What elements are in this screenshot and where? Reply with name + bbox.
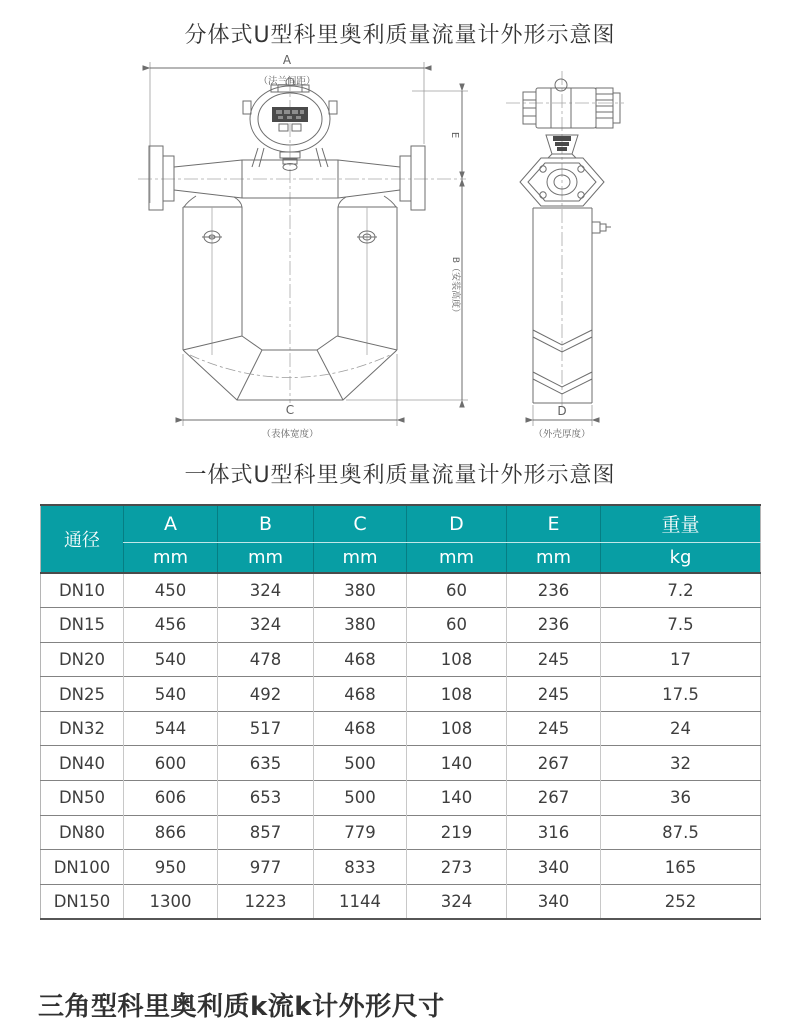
- value-cell: 866: [124, 815, 218, 850]
- value-cell: 380: [314, 608, 407, 643]
- dn-cell: DN100: [41, 850, 124, 885]
- dim-a-note: （法兰间距）: [258, 76, 316, 87]
- value-cell: 544: [124, 711, 218, 746]
- value-cell: 32: [601, 746, 761, 781]
- value-cell: 468: [314, 677, 407, 712]
- value-cell: 779: [314, 815, 407, 850]
- table-row: [41, 815, 761, 850]
- front-view-drawing: [138, 55, 468, 440]
- dim-a-label: A: [282, 55, 292, 67]
- unit-col-d: mm: [407, 542, 507, 573]
- value-cell: 108: [407, 711, 507, 746]
- value-cell: 17: [601, 642, 761, 677]
- value-cell: 140: [407, 746, 507, 781]
- value-cell: 7.2: [601, 573, 761, 608]
- dn-cell: DN32: [41, 711, 124, 746]
- value-cell: 324: [218, 573, 314, 608]
- dim-b-label: B（安装高度）: [450, 256, 460, 318]
- value-cell: 273: [407, 850, 507, 885]
- value-cell: 606: [124, 781, 218, 816]
- table-row: [41, 850, 761, 885]
- value-cell: 977: [218, 850, 314, 885]
- header-col-weight: 重量: [601, 505, 761, 542]
- dim-c-label: C: [285, 403, 295, 417]
- value-cell: 108: [407, 677, 507, 712]
- value-cell: 468: [314, 642, 407, 677]
- value-cell: 653: [218, 781, 314, 816]
- header-diameter: 通径: [41, 505, 124, 573]
- dimension-spec-table: [40, 504, 761, 920]
- dn-cell: DN150: [41, 884, 124, 919]
- dn-cell: DN10: [41, 573, 124, 608]
- value-cell: 252: [601, 884, 761, 919]
- header-col-a: A: [124, 505, 218, 542]
- value-cell: 108: [407, 642, 507, 677]
- unit-col-weight: kg: [601, 542, 761, 573]
- unit-col-b: mm: [218, 542, 314, 573]
- side-view-drawing: [506, 71, 624, 440]
- value-cell: 340: [507, 884, 601, 919]
- table-row: [41, 677, 761, 712]
- value-cell: 1144: [314, 884, 407, 919]
- dim-e-label: E: [449, 131, 460, 139]
- value-cell: 600: [124, 746, 218, 781]
- dn-cell: DN40: [41, 746, 124, 781]
- value-cell: 219: [407, 815, 507, 850]
- value-cell: 60: [407, 608, 507, 643]
- value-cell: 1223: [218, 884, 314, 919]
- title-integrated-type: 一体式U型科里奥利质量流量计外形示意图: [184, 463, 616, 488]
- title-triangle-type: 三角型科里奥利质k流k计外形尺寸: [38, 992, 445, 1022]
- value-cell: 478: [218, 642, 314, 677]
- value-cell: 500: [314, 746, 407, 781]
- title-remote-type: 分体式U型科里奥利质量流量计外形示意图: [184, 23, 616, 48]
- spec-table-body: [41, 573, 761, 919]
- value-cell: 236: [507, 608, 601, 643]
- value-cell: 500: [314, 781, 407, 816]
- value-cell: 60: [407, 573, 507, 608]
- value-cell: 140: [407, 781, 507, 816]
- table-row: [41, 746, 761, 781]
- value-cell: 380: [314, 573, 407, 608]
- value-cell: 540: [124, 677, 218, 712]
- value-cell: 857: [218, 815, 314, 850]
- dn-cell: DN15: [41, 608, 124, 643]
- value-cell: 7.5: [601, 608, 761, 643]
- value-cell: 17.5: [601, 677, 761, 712]
- dn-cell: DN25: [41, 677, 124, 712]
- value-cell: 236: [507, 573, 601, 608]
- unit-col-a: mm: [124, 542, 218, 573]
- value-cell: 492: [218, 677, 314, 712]
- value-cell: 267: [507, 781, 601, 816]
- value-cell: 450: [124, 573, 218, 608]
- value-cell: 24: [601, 711, 761, 746]
- technical-drawing: [0, 55, 800, 455]
- value-cell: 245: [507, 642, 601, 677]
- table-row: [41, 608, 761, 643]
- header-col-e: E: [507, 505, 601, 542]
- value-cell: 165: [601, 850, 761, 885]
- value-cell: 540: [124, 642, 218, 677]
- table-row: [41, 884, 761, 919]
- value-cell: 340: [507, 850, 601, 885]
- value-cell: 324: [218, 608, 314, 643]
- value-cell: 517: [218, 711, 314, 746]
- dn-cell: DN50: [41, 781, 124, 816]
- value-cell: 1300: [124, 884, 218, 919]
- table-row: [41, 711, 761, 746]
- value-cell: 245: [507, 711, 601, 746]
- header-col-b: B: [218, 505, 314, 542]
- spec-table-header: [41, 505, 761, 573]
- value-cell: 245: [507, 677, 601, 712]
- table-row: [41, 573, 761, 608]
- value-cell: 950: [124, 850, 218, 885]
- value-cell: 468: [314, 711, 407, 746]
- value-cell: 635: [218, 746, 314, 781]
- header-col-d: D: [407, 505, 507, 542]
- value-cell: 87.5: [601, 815, 761, 850]
- unit-col-e: mm: [507, 542, 601, 573]
- value-cell: 833: [314, 850, 407, 885]
- dn-cell: DN20: [41, 642, 124, 677]
- dim-d-label: D: [557, 404, 567, 418]
- table-row: [41, 781, 761, 816]
- dim-c-note: （表体宽度）: [261, 429, 319, 440]
- value-cell: 456: [124, 608, 218, 643]
- value-cell: 267: [507, 746, 601, 781]
- value-cell: 36: [601, 781, 761, 816]
- value-cell: 324: [407, 884, 507, 919]
- dim-d-note: （外壳厚度）: [533, 429, 591, 440]
- dn-cell: DN80: [41, 815, 124, 850]
- header-col-c: C: [314, 505, 407, 542]
- value-cell: 316: [507, 815, 601, 850]
- unit-col-c: mm: [314, 542, 407, 573]
- table-row: [41, 642, 761, 677]
